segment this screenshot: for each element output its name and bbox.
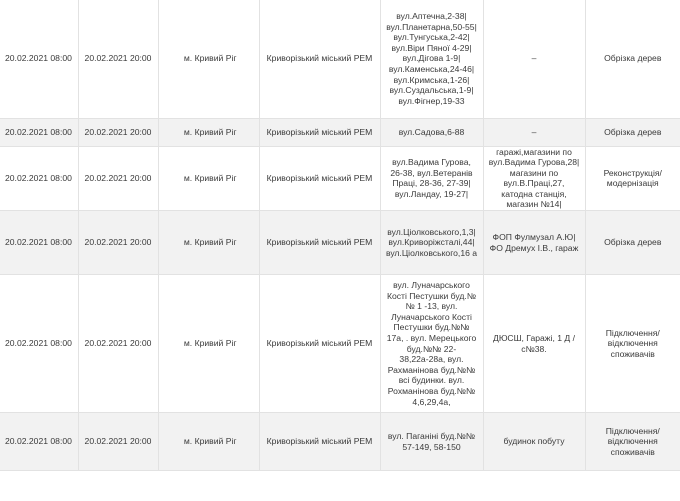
work-type-cell bbox=[585, 275, 680, 413]
streets-cell-line: вул.Садова,6-88 bbox=[398, 126, 465, 137]
objects-cell bbox=[483, 275, 585, 413]
streets-cell bbox=[380, 118, 483, 146]
start-time-cell: 20.02.2021 08:00 bbox=[0, 0, 78, 118]
work-type-cell-line: Обрізка дерев bbox=[604, 237, 662, 248]
work-type-cell bbox=[585, 413, 680, 471]
end-time-cell: 20.02.2021 20:00 bbox=[78, 413, 158, 471]
streets-cell-line: Праці, 28-36, 27-39| bbox=[392, 178, 471, 189]
city-cell: м. Кривий Ріг bbox=[158, 413, 259, 471]
table-row bbox=[0, 146, 680, 211]
streets-cell bbox=[380, 211, 483, 275]
streets-cell-line: Рахманінова буд.№№ bbox=[387, 364, 476, 375]
table-row bbox=[0, 211, 680, 275]
objects-cell-line: ФОП Фулмузал А.Ю| bbox=[492, 231, 576, 242]
work-type-cell bbox=[585, 146, 680, 211]
work-type-cell-line: споживачів bbox=[610, 446, 655, 457]
objects-cell-line: – bbox=[531, 53, 537, 64]
streets-cell-line: вул.Вадима Гурова, bbox=[392, 157, 471, 168]
start-time-cell: 20.02.2021 08:00 bbox=[0, 146, 78, 211]
work-type-cell-line: відключення bbox=[607, 436, 658, 447]
streets-cell bbox=[380, 0, 483, 118]
streets-cell-line: вул.Суздальська,1-9| bbox=[389, 85, 474, 96]
city-cell: м. Кривий Ріг bbox=[158, 211, 259, 275]
rem-cell: Криворізький міський РЕМ bbox=[259, 275, 380, 413]
city-cell: м. Кривий Ріг bbox=[158, 146, 259, 211]
work-type-cell-line: Обрізка дерев bbox=[604, 53, 662, 64]
streets-cell-line: вул.Тунгуська,2-42| bbox=[393, 32, 470, 43]
work-type-cell bbox=[585, 211, 680, 275]
start-time-cell: 20.02.2021 08:00 bbox=[0, 211, 78, 275]
streets-cell-line: Пестушки буд.№№ bbox=[393, 322, 470, 333]
objects-cell-line: магазини по bbox=[509, 167, 559, 178]
table-row bbox=[0, 275, 680, 413]
objects-cell-line: ДЮСШ, Гаражі, 1 Д / bbox=[493, 332, 575, 343]
objects-cell bbox=[483, 211, 585, 275]
streets-cell-line: Кості Пестушки буд.№ bbox=[386, 290, 477, 301]
objects-cell-line: будинок побуту bbox=[503, 436, 565, 447]
objects-cell-line: катодна станція, bbox=[501, 188, 567, 199]
work-type-cell-line: модернізація bbox=[606, 178, 659, 189]
objects-cell-line: магазин №14| bbox=[506, 199, 562, 210]
streets-cell-line: 26-38, вул.Ветеранів bbox=[390, 167, 473, 178]
streets-cell-line: 4,6,29,4а, bbox=[412, 396, 451, 407]
streets-cell-line: вул.Ландау, 19-27| bbox=[394, 188, 469, 199]
streets-cell-line: вул.Планетарна,50-55| bbox=[386, 21, 477, 32]
objects-cell bbox=[483, 0, 585, 118]
end-time-cell: 20.02.2021 20:00 bbox=[78, 0, 158, 118]
end-time-cell: 20.02.2021 20:00 bbox=[78, 211, 158, 275]
streets-cell-line: вул. Паганіні буд.№№ bbox=[387, 430, 476, 441]
objects-cell-line: гаражі,магазини по bbox=[496, 146, 572, 157]
rem-cell: Криворізький міський РЕМ bbox=[259, 118, 380, 146]
streets-cell-line: вул.Аптечна,2-38| bbox=[396, 11, 467, 22]
streets-cell-line: вул.Фігнер,19-33 bbox=[398, 95, 465, 106]
work-type-cell-line: Підключення/ bbox=[605, 327, 660, 338]
streets-cell-line: 38,22а-28а, вул. bbox=[399, 354, 464, 365]
work-type-cell bbox=[585, 0, 680, 118]
streets-cell-line: 17а, . вул. Мерецького bbox=[386, 332, 477, 343]
streets-cell bbox=[380, 413, 483, 471]
work-type-cell-line: Підключення/ bbox=[605, 425, 660, 436]
objects-cell-line: вул.Вадима Гурова,28| bbox=[488, 157, 580, 168]
streets-cell-line: вул.Дігова 1-9| bbox=[402, 53, 461, 64]
objects-cell-line: – bbox=[531, 126, 537, 137]
work-type-cell-line: відключення bbox=[607, 338, 658, 349]
objects-cell bbox=[483, 146, 585, 211]
start-time-cell: 20.02.2021 08:00 bbox=[0, 413, 78, 471]
city-cell: м. Кривий Ріг bbox=[158, 0, 259, 118]
rem-cell: Криворізький міський РЕМ bbox=[259, 146, 380, 211]
streets-cell-line: № 1 -13, вул. bbox=[405, 301, 458, 312]
start-time-cell: 20.02.2021 08:00 bbox=[0, 118, 78, 146]
objects-cell bbox=[483, 118, 585, 146]
rem-cell: Криворізький міський РЕМ bbox=[259, 0, 380, 118]
objects-cell-line: ФО Дремух І.В., гараж bbox=[489, 242, 579, 253]
streets-cell-line: вул.Ціолковського,16 а bbox=[385, 247, 478, 258]
work-type-cell-line: споживачів bbox=[610, 348, 655, 359]
table-row bbox=[0, 413, 680, 471]
streets-cell-line: всі будинки. вул. bbox=[398, 375, 465, 386]
streets-cell-line: Рохманінова буд.№№ bbox=[387, 385, 476, 396]
work-type-cell-line: Обрізка дерев bbox=[604, 126, 662, 137]
streets-cell-line: вул.Ціолковського,1,3| bbox=[387, 226, 476, 237]
work-type-cell bbox=[585, 118, 680, 146]
end-time-cell: 20.02.2021 20:00 bbox=[78, 275, 158, 413]
rem-cell: Криворізький міський РЕМ bbox=[259, 413, 380, 471]
table-row bbox=[0, 0, 680, 118]
rem-cell: Криворізький міський РЕМ bbox=[259, 211, 380, 275]
streets-cell-line: вул.Каменська,24-46| bbox=[388, 64, 475, 75]
objects-cell-line: с№38. bbox=[521, 343, 547, 354]
streets-cell-line: Луначарського Кості bbox=[391, 311, 472, 322]
streets-cell-line: вул.Криворіжсталі,44| bbox=[388, 237, 475, 248]
streets-cell-line: вул.Кримська,1-26| bbox=[393, 74, 470, 85]
streets-cell bbox=[380, 275, 483, 413]
streets-cell-line: 57-149, 58-150 bbox=[402, 441, 461, 452]
streets-cell-line: вул.Віри Пяної 4-29| bbox=[391, 42, 472, 53]
city-cell: м. Кривий Ріг bbox=[158, 275, 259, 413]
streets-cell-line: вул. Луначарського bbox=[393, 280, 470, 290]
start-time-cell: 20.02.2021 08:00 bbox=[0, 275, 78, 413]
end-time-cell: 20.02.2021 20:00 bbox=[78, 118, 158, 146]
objects-cell bbox=[483, 413, 585, 471]
end-time-cell: 20.02.2021 20:00 bbox=[78, 146, 158, 211]
streets-cell-line: буд.№№ 22- bbox=[406, 343, 457, 354]
table-row bbox=[0, 118, 680, 146]
streets-cell bbox=[380, 146, 483, 211]
city-cell: м. Кривий Ріг bbox=[158, 118, 259, 146]
work-type-cell-line: Реконструкція/ bbox=[603, 167, 662, 178]
objects-cell-line: вул.В.Праці,27, bbox=[503, 178, 565, 189]
